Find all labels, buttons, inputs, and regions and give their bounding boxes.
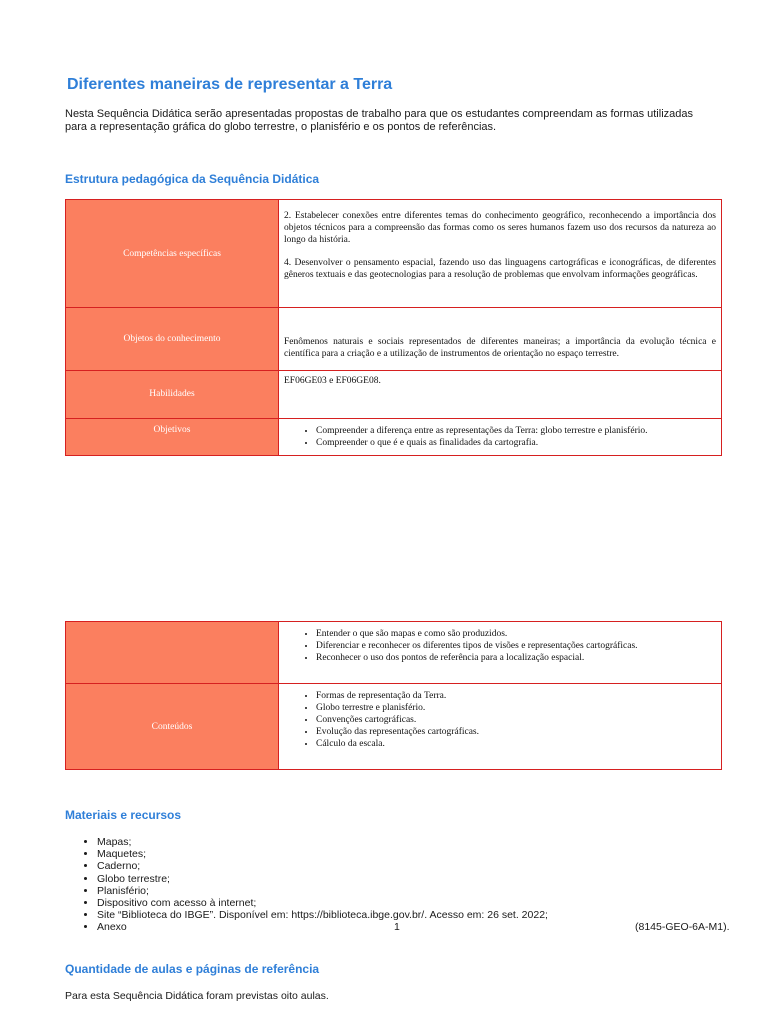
- list-item: • Site “Biblioteca do IBGE”. Disponível em: https://biblioteca.ibge.gov.br/. Acesso em: 26 set. 2022;: [97, 909, 757, 921]
- list-item: • Cálculo da escala.: [316, 738, 716, 750]
- list-item: • Compreender a diferença entre as representações da Terra: globo terrestre e planisfério.: [316, 425, 716, 437]
- list-item: • Planisfério;: [97, 885, 757, 897]
- conteudos-value: [279, 684, 722, 770]
- conteudos-list: [284, 690, 716, 750]
- table-row: [66, 684, 722, 770]
- list-item: • Globo terrestre;: [97, 873, 757, 885]
- list-item: • Caderno;: [97, 860, 757, 872]
- pedagogical-table-continued: [65, 621, 722, 770]
- list-item: • Compreender o que é e quais as finalidades da cartografia.: [316, 437, 716, 449]
- lessons-heading: Quantidade de aulas e páginas de referência: [65, 962, 320, 976]
- table-row: [66, 419, 722, 456]
- objetivos-continued-value: [279, 622, 722, 684]
- objetivos-list: [284, 425, 716, 449]
- competencia-2-text: 2. Estabelecer conexões entre diferentes temas do conhecimento geográfico, reconhecendo a importância dos objetos técnicos para a compreensão das formas como os seres humanos fazem uso dos recursos da natureza ao longo da história.: [284, 211, 716, 245]
- list-item: • Mapas;: [97, 836, 757, 848]
- table-row: [66, 308, 722, 371]
- competencia-4-text: 4. Desenvolver o pensamento espacial, fazendo uso das linguagens cartográficas e iconográficas, de diferentes gêneros textuais e das geotecnologias para a resolução de problemas que envolvam informações geográficas.: [284, 258, 716, 280]
- conteudos-label: Conteúdos: [66, 684, 279, 770]
- lessons-text: Para esta Sequência Didática foram previstas oito aulas.: [65, 990, 329, 1002]
- objetos-value: Fenômenos naturais e sociais representados de diferentes maneiras; a importância da evolução técnica e científica para a criação e a utilização de instrumentos de orientação no espaço terrestre.: [279, 308, 722, 371]
- table-row: [66, 622, 722, 684]
- materials-list: [65, 836, 757, 934]
- objetos-label: Objetos do conhecimento: [66, 308, 279, 371]
- list-item: • Convenções cartográficas.: [316, 714, 716, 726]
- list-item: • Evolução das representações cartográficas.: [316, 726, 716, 738]
- objetivos-value: [279, 419, 722, 456]
- list-item: • Formas de representação da Terra.: [316, 690, 716, 702]
- anexo-text: Anexo: [97, 921, 127, 934]
- empty-label-cell: [66, 622, 279, 684]
- table-row: [66, 371, 722, 419]
- page-title: Diferentes maneiras de representar a Terra: [67, 76, 393, 93]
- habilidades-label: Habilidades: [66, 371, 279, 419]
- table-row: [66, 200, 722, 308]
- intro-paragraph: Nesta Sequência Didática serão apresentadas propostas de trabalho para que os estudantes compreendam as formas utilizadas para a representação gráfica do globo terrestre, o planisfério e os pontos de referências.: [65, 108, 693, 133]
- structure-heading: Estrutura pedagógica da Sequência Didática: [65, 172, 320, 186]
- objetivos-label: Objetivos: [66, 419, 279, 456]
- document-code: (8145-GEO-6A-M1).: [635, 921, 730, 934]
- materials-heading: Materiais e recursos: [65, 808, 182, 822]
- pedagogical-table: [65, 199, 722, 456]
- list-item: • Globo terrestre e planisfério.: [316, 702, 716, 714]
- competencias-value: [279, 200, 722, 308]
- list-item: • Diferenciar e reconhecer os diferentes tipos de visões e representações cartográficas.: [316, 640, 716, 652]
- list-item: • Dispositivo com acesso à internet;: [97, 897, 757, 909]
- objetivos-continued-list: [284, 628, 716, 664]
- list-item: • Entender o que são mapas e como são produzidos.: [316, 628, 716, 640]
- list-item-anexo: [97, 921, 757, 933]
- list-item: • Maquetes;: [97, 848, 757, 860]
- page-number: 1: [394, 921, 400, 934]
- list-item: • Reconhecer o uso dos pontos de referência para a localização espacial.: [316, 652, 716, 664]
- habilidades-value: EF06GE03 e EF06GE08.: [279, 371, 722, 419]
- competencias-label: Competências específicas: [66, 200, 279, 308]
